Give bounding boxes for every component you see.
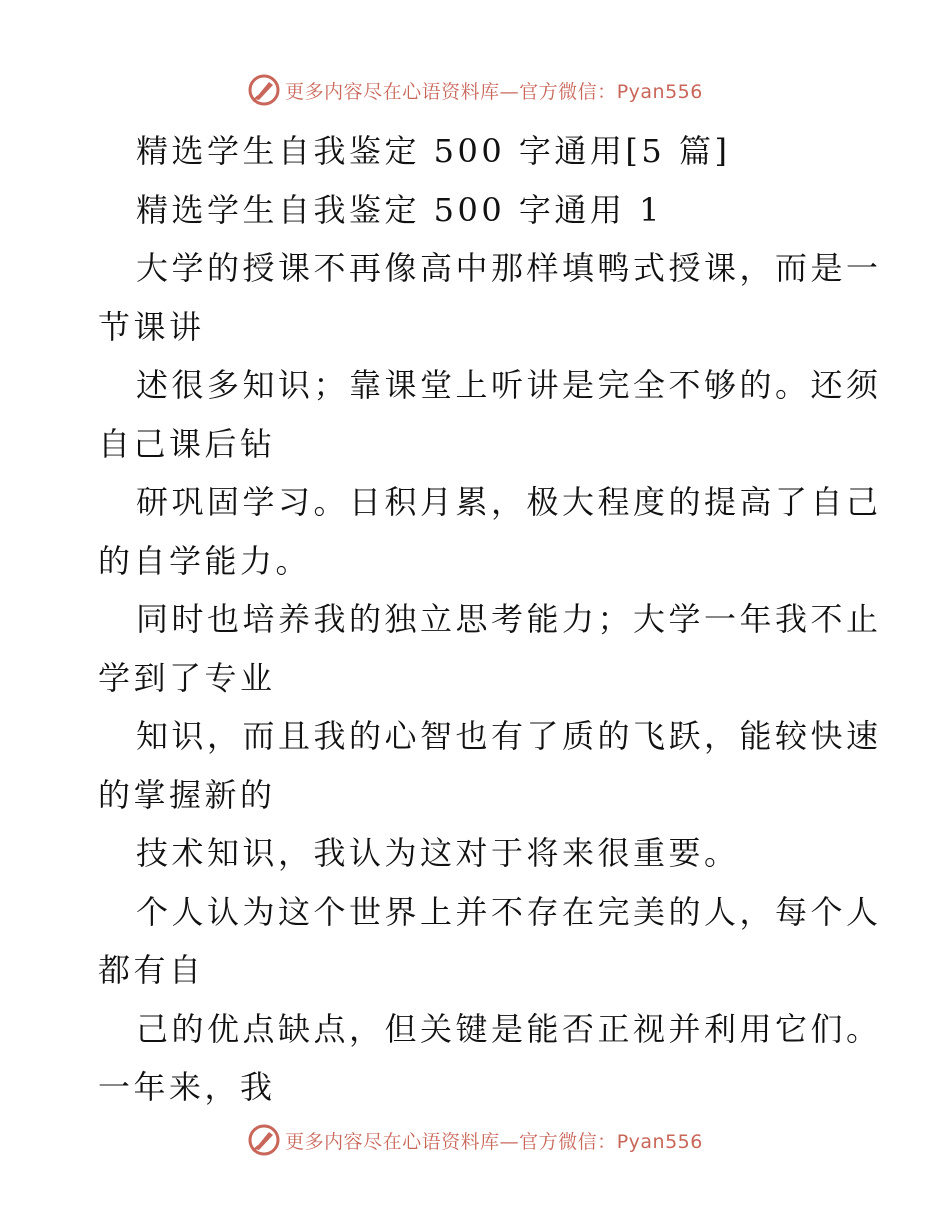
banner-main: 更多内容尽在心语资料库	[285, 80, 500, 103]
text-line: 节课讲	[98, 307, 205, 346]
text-line: 一年来，我	[98, 1068, 276, 1106]
banner-text	[285, 77, 703, 104]
text-line: 知识，而且我的心智也有了质的飞跃，能较快速	[136, 717, 882, 755]
text-line: 己的优点缺点，但关键是能否正视并利用它们。	[136, 1009, 882, 1048]
text-line: 的掌握新的	[98, 775, 276, 814]
text-line: 述很多知识；靠课堂上听讲是完全不够的。还须	[136, 366, 882, 404]
banner-wechat-id: Pyan556	[616, 80, 703, 103]
banner-wechat-id: Pyan556	[616, 1130, 703, 1153]
quill-logo-icon	[247, 1123, 281, 1157]
banner-main: 更多内容尽在心语资料库	[285, 1130, 500, 1153]
banner-separator: —	[499, 1130, 520, 1153]
text-line: 同时也培养我的独立思考能力；大学一年我不止	[136, 600, 882, 638]
text-line: 自己课后钻	[98, 424, 276, 463]
text-line: 研巩固学习。日积月累，极大程度的提高了自己	[136, 483, 882, 521]
quill-logo-icon	[247, 73, 281, 107]
text-line: 技术知识，我认为这对于将来很重要。	[136, 834, 740, 872]
text-line: 精选学生自我鉴定 500 字通用[5 篇]	[136, 132, 731, 170]
footer-banner	[0, 1120, 950, 1160]
document-body	[98, 122, 882, 1117]
text-line: 大学的授课不再像高中那样填鸭式授课，而是一	[136, 249, 882, 287]
banner-wechat-label: 官方微信：	[519, 80, 617, 103]
banner-separator: —	[499, 80, 520, 103]
text-line: 学到了专业	[98, 658, 276, 697]
header-banner	[0, 70, 950, 110]
text-line: 的自学能力。	[98, 541, 312, 580]
text-line: 个人认为这个世界上并不存在完美的人，每个人	[136, 892, 882, 931]
text-line: 精选学生自我鉴定 500 字通用 1	[136, 190, 663, 229]
text-line: 都有自	[98, 951, 205, 989]
banner-text	[285, 1127, 703, 1154]
banner-wechat-label: 官方微信：	[519, 1130, 617, 1153]
